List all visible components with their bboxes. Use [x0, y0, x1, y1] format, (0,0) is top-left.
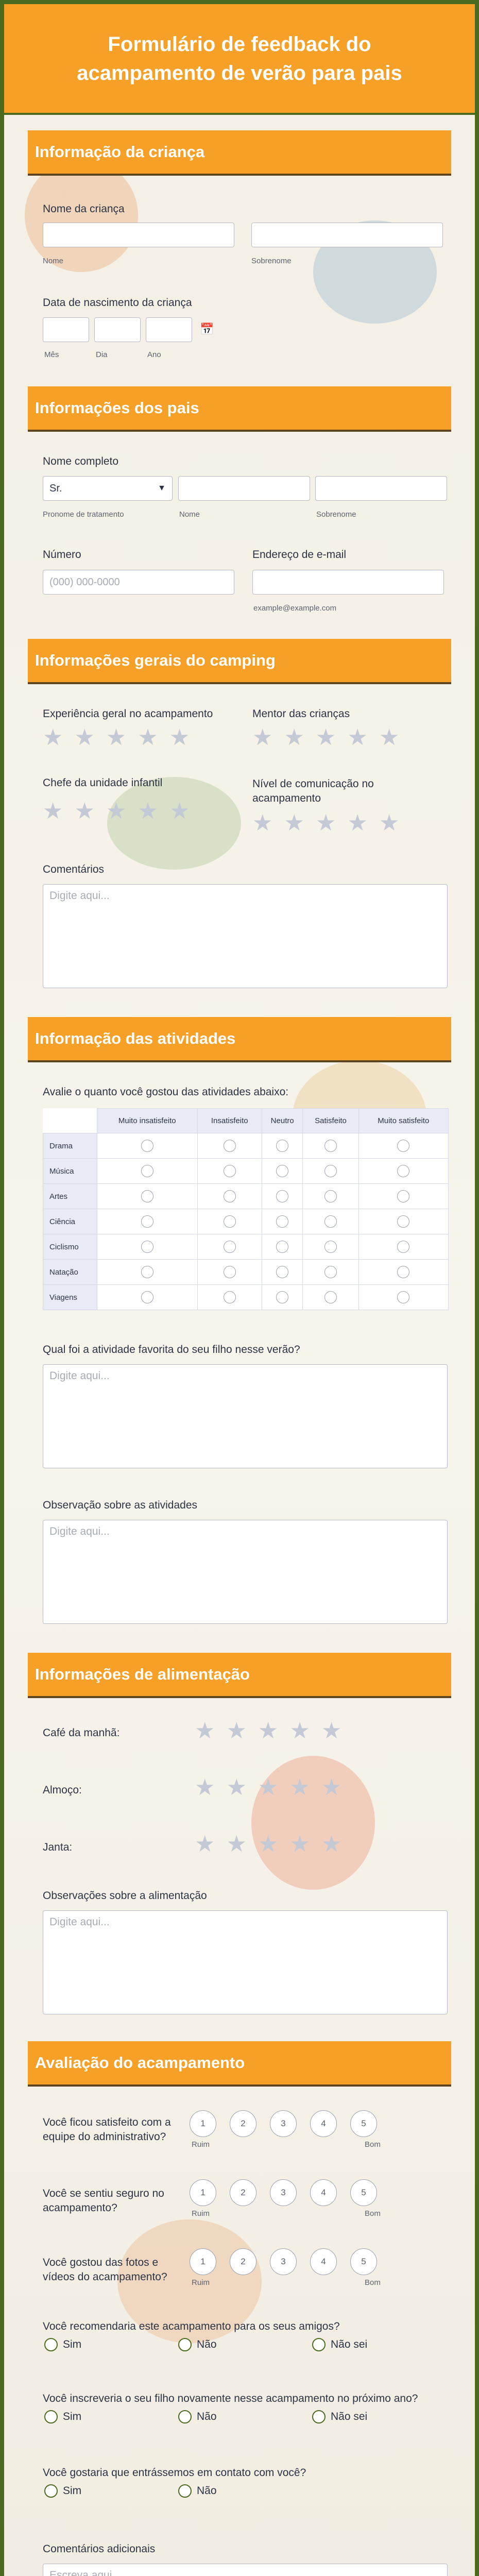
option-label: Sim: [63, 2338, 82, 2350]
matrix-cell: [358, 1260, 448, 1285]
section-header-parents: [28, 386, 451, 432]
lunch-rating[interactable]: [195, 1776, 341, 1799]
scale-option[interactable]: 3: [270, 2248, 297, 2275]
matrix-row-label: Música: [43, 1159, 97, 1184]
matrix-cell: [358, 1159, 448, 1184]
reenroll-unsure[interactable]: [312, 2410, 367, 2424]
matrix-radio[interactable]: [141, 1241, 153, 1253]
matrix-column-header: Muito insatisfeito: [97, 1109, 198, 1133]
matrix-radio[interactable]: [276, 1241, 288, 1253]
star-icon[interactable]: ★: [347, 725, 368, 750]
star-icon[interactable]: ★: [43, 799, 63, 824]
star-icon[interactable]: ★: [252, 810, 273, 836]
star-icon[interactable]: ★: [379, 725, 400, 750]
scale-option[interactable]: 5: [350, 2248, 377, 2275]
matrix-radio[interactable]: [224, 1165, 236, 1177]
communication-label: Nível de comunicação no acampamento: [252, 778, 374, 804]
matrix-column-header: Muito satisfeito: [358, 1109, 448, 1133]
matrix-cell: [97, 1133, 198, 1159]
scale-option[interactable]: 2: [230, 2179, 256, 2206]
first-name-sublabel: Nome: [43, 257, 64, 265]
matrix-row: [43, 1285, 449, 1310]
matrix-radio[interactable]: [141, 1291, 153, 1303]
section-header-camping: [28, 639, 451, 684]
matrix-radio[interactable]: [141, 1165, 153, 1177]
chevron-down-icon: ▼: [158, 484, 166, 493]
radio-circle[interactable]: [312, 2338, 326, 2351]
unit-head-label: Chefe da unidade infantil: [43, 777, 163, 789]
recommend-unsure[interactable]: [312, 2338, 367, 2351]
mentor-label: Mentor das crianças: [252, 708, 350, 720]
star-icon[interactable]: ★: [321, 1832, 342, 1857]
contact-label: Você gostaria que entrássemos em contato com você?: [43, 2467, 306, 2479]
safety-scale[interactable]: [190, 2179, 377, 2206]
matrix-radio[interactable]: [141, 1140, 153, 1152]
matrix-radio[interactable]: [397, 1266, 409, 1278]
matrix-cell: [197, 1285, 262, 1310]
star-icon[interactable]: ★: [226, 1718, 247, 1743]
scale-option[interactable]: 1: [190, 2110, 216, 2137]
matrix-cell: [262, 1209, 302, 1234]
parent-last-name-input[interactable]: [315, 476, 447, 501]
matrix-cell: [358, 1285, 448, 1310]
radio-circle[interactable]: [178, 2484, 192, 2498]
contact-yes[interactable]: [44, 2484, 81, 2498]
star-icon[interactable]: ★: [195, 1832, 215, 1857]
form-header: [4, 4, 475, 115]
email-input[interactable]: [252, 570, 444, 595]
last-name-sublabel: Sobrenome: [251, 257, 292, 265]
section-title: Avaliação do acampamento: [35, 2054, 245, 2072]
matrix-radio[interactable]: [224, 1215, 236, 1228]
matrix-radio[interactable]: [397, 1165, 409, 1177]
calendar-icon[interactable]: 📅: [200, 323, 214, 335]
section-header-evaluation: [28, 2041, 451, 2087]
overall-experience-rating[interactable]: [43, 726, 190, 749]
scale-option[interactable]: 5: [350, 2179, 377, 2206]
matrix-cell: [197, 1234, 262, 1260]
matrix-column-header: Insatisfeito: [197, 1109, 262, 1133]
star-icon[interactable]: ★: [138, 725, 158, 750]
star-icon[interactable]: ★: [43, 725, 63, 750]
scale-option[interactable]: 5: [350, 2110, 377, 2137]
radio-circle[interactable]: [178, 2410, 192, 2424]
matrix-radio[interactable]: [141, 1215, 153, 1228]
matrix-radio[interactable]: [276, 1291, 288, 1303]
matrix-row: [43, 1184, 449, 1209]
extra-comments-textarea[interactable]: [43, 2564, 448, 2576]
matrix-cell: [262, 1260, 302, 1285]
scale-high-label: Bom: [365, 2278, 381, 2287]
phone-label: Número: [43, 549, 81, 561]
favorite-activity-textarea[interactable]: [43, 1364, 448, 1468]
matrix-label: Avalie o quanto você gostou das atividades abaixo:: [43, 1086, 289, 1098]
scale-low-label: Ruim: [192, 2140, 210, 2149]
contact-no[interactable]: [178, 2484, 217, 2498]
scale-low-label: Ruim: [192, 2209, 210, 2218]
overall-experience-label: Experiência geral no acampamento: [43, 708, 213, 720]
star-icon[interactable]: ★: [315, 810, 336, 836]
matrix-cell: [97, 1234, 198, 1260]
safety-label: Você se sentiu seguro no acampamento?: [43, 2188, 164, 2214]
matrix-cell: [97, 1209, 198, 1234]
matrix-corner: [43, 1109, 97, 1133]
matrix-row-label: Drama: [43, 1133, 97, 1159]
food-obs-textarea[interactable]: [43, 1910, 448, 2014]
matrix-radio[interactable]: [324, 1190, 337, 1202]
star-icon[interactable]: ★: [289, 1718, 310, 1743]
star-icon[interactable]: ★: [74, 799, 95, 824]
star-icon[interactable]: ★: [169, 799, 190, 824]
matrix-radio[interactable]: [224, 1190, 236, 1202]
prefix-select[interactable]: [43, 476, 173, 501]
dob-label: Data de nascimento da criança: [43, 297, 192, 309]
star-icon[interactable]: ★: [321, 1775, 342, 1800]
matrix-radio[interactable]: [324, 1241, 337, 1253]
recommend-label: Você recomendaria este acampamento para os seus amigos?: [43, 2320, 340, 2332]
dob-year-input[interactable]: [146, 317, 192, 342]
section-title: Informações gerais do camping: [35, 651, 276, 669]
matrix-cell: [262, 1159, 302, 1184]
matrix-cell: [97, 1260, 198, 1285]
star-icon[interactable]: ★: [252, 725, 273, 750]
option-label: Não: [197, 2411, 217, 2422]
section-title: Informação das atividades: [35, 1029, 236, 1047]
dob-month-input[interactable]: [43, 317, 89, 342]
matrix-cell: [303, 1184, 358, 1209]
matrix-cell: [303, 1133, 358, 1159]
matrix-cell: [303, 1159, 358, 1184]
matrix-cell: [303, 1285, 358, 1310]
section-title: Informação da criança: [35, 143, 205, 161]
section-title: Informações de alimentação: [35, 1665, 250, 1683]
admin-staff-label: Você ficou satisfeito com a equipe do administrativo?: [43, 2116, 171, 2143]
photos-label: Você gostou das fotos e vídeos do acampamento?: [43, 2257, 167, 2283]
star-icon[interactable]: ★: [284, 725, 304, 750]
reenroll-label: Você inscreveria o seu filho novamente nesse acampamento no próximo ano?: [43, 2393, 418, 2404]
scale-high-label: Bom: [365, 2140, 381, 2149]
breakfast-rating[interactable]: [195, 1720, 341, 1742]
matrix-row-label: Viagens: [43, 1285, 97, 1310]
matrix-row: [43, 1133, 449, 1159]
scale-option[interactable]: 3: [270, 2179, 297, 2206]
matrix-row: [43, 1159, 449, 1184]
matrix-cell: [197, 1209, 262, 1234]
matrix-cell: [358, 1133, 448, 1159]
matrix-cell: [262, 1184, 302, 1209]
scale-option[interactable]: 2: [230, 2110, 256, 2137]
phone-input[interactable]: [43, 570, 234, 595]
star-icon[interactable]: ★: [289, 1775, 310, 1800]
radio-circle[interactable]: [44, 2484, 58, 2498]
scale-option[interactable]: 1: [190, 2248, 216, 2275]
option-label: Não sei: [331, 2411, 368, 2422]
star-icon[interactable]: ★: [195, 1775, 215, 1800]
option-label: Não: [197, 2485, 217, 2497]
matrix-radio[interactable]: [141, 1190, 153, 1202]
dinner-rating[interactable]: [195, 1833, 341, 1856]
option-label: Não: [197, 2338, 217, 2350]
day-sublabel: Dia: [96, 350, 108, 359]
star-icon[interactable]: ★: [226, 1832, 247, 1857]
last-name-sublabel: Sobrenome: [316, 510, 356, 519]
first-name-sublabel: Nome: [179, 510, 200, 519]
matrix-cell: [97, 1184, 198, 1209]
matrix-cell: [358, 1209, 448, 1234]
matrix-cell: [97, 1285, 198, 1310]
matrix-cell: [197, 1184, 262, 1209]
scale-option[interactable]: 1: [190, 2179, 216, 2206]
matrix-radio[interactable]: [324, 1165, 337, 1177]
matrix-row-label: Artes: [43, 1184, 97, 1209]
radio-circle[interactable]: [312, 2410, 326, 2424]
star-icon[interactable]: ★: [169, 725, 190, 750]
unit-head-rating[interactable]: [43, 800, 190, 823]
matrix-cell: [262, 1234, 302, 1260]
star-icon[interactable]: ★: [74, 725, 95, 750]
matrix-radio[interactable]: [276, 1266, 288, 1278]
scale-option[interactable]: 3: [270, 2110, 297, 2137]
dob-day-input[interactable]: [94, 317, 141, 342]
matrix-radio[interactable]: [276, 1215, 288, 1228]
matrix-radio[interactable]: [224, 1140, 236, 1152]
admin-staff-scale[interactable]: [190, 2110, 377, 2137]
matrix-radio[interactable]: [324, 1140, 337, 1152]
matrix-row: [43, 1209, 449, 1234]
reenroll-no[interactable]: [178, 2410, 217, 2424]
matrix-row: [43, 1234, 449, 1260]
email-sublabel: example@example.com: [253, 604, 337, 613]
matrix-radio[interactable]: [397, 1215, 409, 1228]
matrix-radio[interactable]: [397, 1190, 409, 1202]
photos-scale[interactable]: [190, 2248, 377, 2275]
comments-label: Comentários: [43, 863, 105, 875]
scale-option[interactable]: 4: [310, 2248, 337, 2275]
matrix-cell: [197, 1260, 262, 1285]
matrix-cell: [358, 1184, 448, 1209]
matrix-radio[interactable]: [324, 1266, 337, 1278]
star-icon[interactable]: ★: [321, 1718, 342, 1743]
star-icon[interactable]: ★: [289, 1832, 310, 1857]
matrix-radio[interactable]: [397, 1241, 409, 1253]
matrix-radio[interactable]: [324, 1291, 337, 1303]
star-icon[interactable]: ★: [347, 810, 368, 836]
food-obs-label: Observações sobre a alimentação: [43, 1890, 207, 1902]
parent-first-name-input[interactable]: [178, 476, 310, 501]
star-icon[interactable]: ★: [106, 725, 127, 750]
matrix-cell: [262, 1133, 302, 1159]
form-title: Formulário de feedback do acampamento de verão para pais: [77, 32, 402, 84]
matrix-column-header: Satisfeito: [303, 1109, 358, 1133]
matrix-cell: [97, 1159, 198, 1184]
matrix-cell: [303, 1209, 358, 1234]
lunch-label: Almoço:: [43, 1784, 82, 1796]
activities-matrix: [43, 1108, 449, 1310]
star-icon[interactable]: ★: [315, 725, 336, 750]
star-icon[interactable]: ★: [258, 1832, 279, 1857]
star-icon[interactable]: ★: [258, 1775, 279, 1800]
month-sublabel: Mês: [44, 350, 59, 359]
extra-comments-label: Comentários adicionais: [43, 2543, 156, 2555]
matrix-cell: [197, 1159, 262, 1184]
matrix-cell: [262, 1285, 302, 1310]
communication-rating[interactable]: [252, 812, 399, 835]
matrix-radio[interactable]: [224, 1266, 236, 1278]
email-label: Endereço de e-mail: [252, 549, 347, 561]
activities-obs-textarea[interactable]: [43, 1520, 448, 1624]
matrix-radio[interactable]: [276, 1165, 288, 1177]
matrix-radio[interactable]: [224, 1241, 236, 1253]
section-header-child: [28, 130, 451, 176]
matrix-row-label: Natação: [43, 1260, 97, 1285]
activities-obs-label: Observação sobre as atividades: [43, 1499, 197, 1511]
matrix-radio[interactable]: [141, 1266, 153, 1278]
recommend-no[interactable]: [178, 2338, 217, 2351]
favorite-activity-label: Qual foi a atividade favorita do seu filho nesse verão?: [43, 1344, 300, 1355]
matrix-cell: [197, 1133, 262, 1159]
matrix-radio[interactable]: [276, 1140, 288, 1152]
matrix-cell: [303, 1260, 358, 1285]
matrix-radio[interactable]: [397, 1291, 409, 1303]
matrix-column-header: Neutro: [262, 1109, 302, 1133]
star-icon[interactable]: ★: [138, 799, 158, 824]
star-icon[interactable]: ★: [226, 1775, 247, 1800]
matrix-row-label: Ciclismo: [43, 1234, 97, 1260]
radio-circle[interactable]: [44, 2338, 58, 2351]
star-icon[interactable]: ★: [106, 799, 127, 824]
matrix-cell: [303, 1234, 358, 1260]
scale-option[interactable]: 2: [230, 2248, 256, 2275]
star-icon[interactable]: ★: [284, 810, 304, 836]
child-first-name-input[interactable]: [43, 223, 234, 247]
comments-textarea[interactable]: [43, 884, 448, 988]
section-title: Informações dos pais: [35, 399, 199, 417]
recommend-yes[interactable]: [44, 2338, 81, 2351]
star-icon[interactable]: ★: [379, 810, 400, 836]
mentor-rating[interactable]: [252, 726, 399, 749]
option-label: Sim: [63, 2485, 82, 2497]
year-sublabel: Ano: [147, 350, 161, 359]
radio-circle[interactable]: [178, 2338, 192, 2351]
matrix-radio[interactable]: [276, 1190, 288, 1202]
matrix-row: [43, 1260, 449, 1285]
matrix-row-label: Ciência: [43, 1209, 97, 1234]
prefix-sublabel: Pronome de tratamento: [43, 510, 124, 519]
scale-high-label: Bom: [365, 2209, 381, 2218]
reenroll-yes[interactable]: [44, 2410, 81, 2424]
matrix-cell: [358, 1234, 448, 1260]
star-icon[interactable]: ★: [258, 1718, 279, 1743]
child-name-label: Nome da criança: [43, 203, 125, 215]
star-icon[interactable]: ★: [195, 1718, 215, 1743]
option-label: Sim: [63, 2411, 82, 2422]
scale-option[interactable]: 4: [310, 2179, 337, 2206]
decor-blob: [25, 159, 138, 272]
breakfast-label: Café da manhã:: [43, 1727, 120, 1739]
prefix-value: Sr.: [49, 482, 62, 494]
scale-option[interactable]: 4: [310, 2110, 337, 2137]
matrix-radio[interactable]: [324, 1215, 337, 1228]
matrix-radio[interactable]: [224, 1291, 236, 1303]
option-label: Não sei: [331, 2338, 368, 2350]
dinner-label: Janta:: [43, 1841, 73, 1853]
section-header-activities: [28, 1017, 451, 1062]
scale-low-label: Ruim: [192, 2278, 210, 2287]
section-header-food: [28, 1653, 451, 1698]
child-last-name-input[interactable]: [251, 223, 443, 247]
matrix-radio[interactable]: [397, 1140, 409, 1152]
radio-circle[interactable]: [44, 2410, 58, 2424]
full-name-label: Nome completo: [43, 455, 119, 467]
